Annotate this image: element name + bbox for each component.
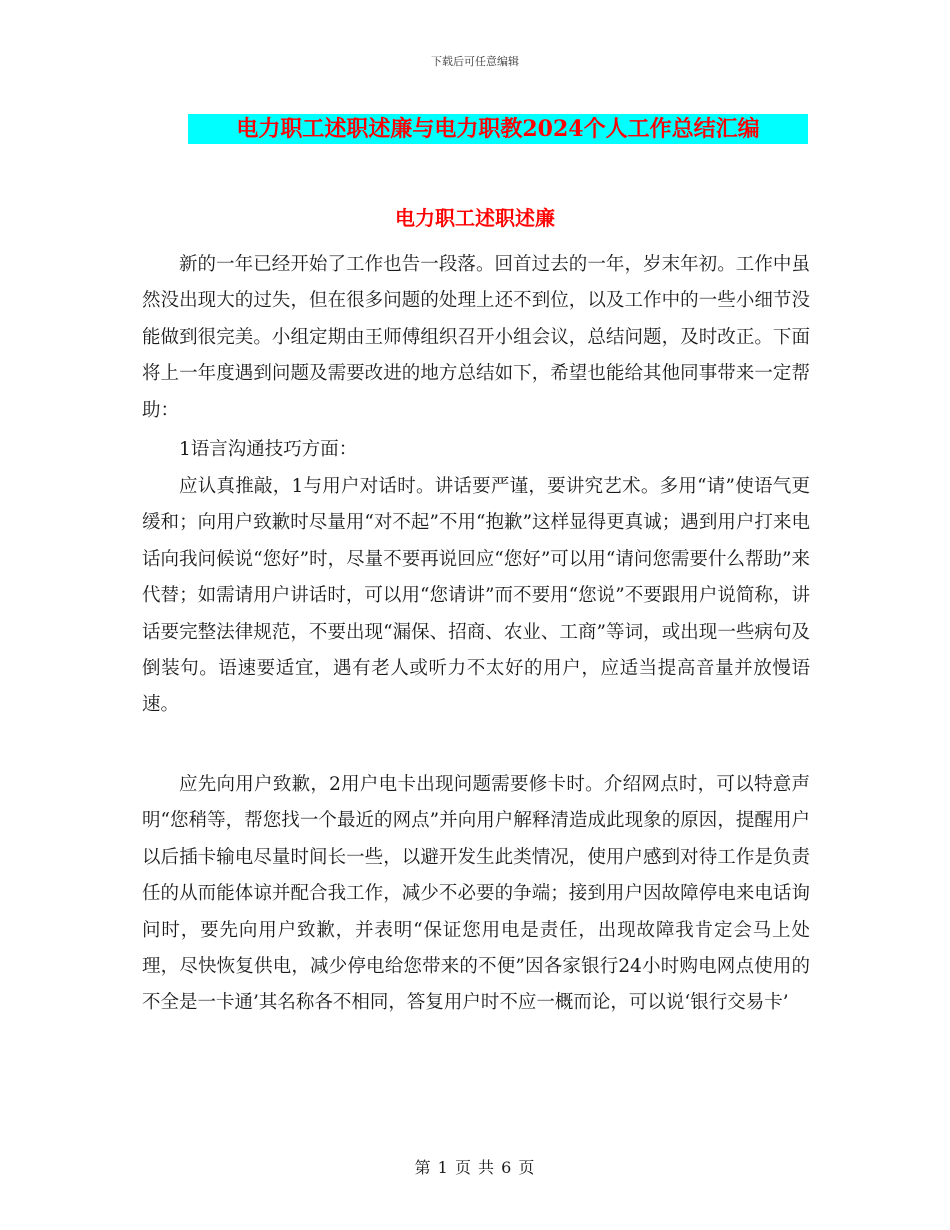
header-note: 下载后可任意编辑 (431, 55, 519, 68)
body-paragraph-2-block (142, 432, 810, 468)
body-paragraph: 1语言沟通技巧方面： (179, 439, 358, 460)
body-paragraph-1-block (142, 247, 810, 429)
body-paragraph: 新的一年已经开始了工作也告一段落。回首过去的一年，岁末年初。工作中虽然没出现大的过失，但在很多问题的处理上还不到位，以及工作中的一些小细节没能做到很完美。小组定期由王师傅组织召开小组会议，总结问题，及时改正。下面将上一年度遇到问题及需要改进的地方总结如下，希望也能给其他同事带来一定帮助： (142, 254, 810, 421)
body-paragraph: 应认真推敲，1与用户对话时。讲话要严谨，要讲究艺术。多用“请”使语气更缓和；向用户致歉时尽量用“对不起”不用“抱歉”这样显得更真诚；遇到用户打来电话向我问候说“您好”时，尽量不要再说回应“您好”可以用“请问您需要什么帮助”来代替；如需请用户讲话时，可以用“您请讲”而不要用“您说”不要跟用户说简称，讲话要完整法律规范，不要出现“漏保、招商、农业、工商”等词，或出现一些病句及倒装句。语速要适宜，遇有老人或听力不太好的用户，应适当提高音量并放慢语速。 (142, 476, 810, 716)
body-paragraph-3-block (142, 469, 810, 724)
page-number-footer: 第 1 页 共 6 页 (414, 1158, 536, 1177)
body-paragraph-4-block (142, 767, 810, 1022)
document-title: 电力职工述职述廉与电力职教2024个人工作总结汇编 (188, 114, 808, 144)
section-title: 电力职工述职述廉 (395, 206, 555, 230)
body-paragraph: 应先向用户致歉，2用户电卡出现问题需要修卡时。介绍网点时，可以特意声明“您稍等，帮您找一个最近的网点”并向用户解释清造成此现象的原因，提醒用户以后插卡输电尽量时间长一些，以避开发生此类情况，使用户感到对待工作是负责任的从而能体谅并配合我工作，减少不必要的争端；接到用户因故障停电来电话询问时，要先向用户致歉，并表明“保证您用电是责任，出现故障我肯定会马上处理，尽快恢复供电，减少停电给您带来的不便”因各家银行24小时购电网点使用的不全是一卡通’其名称各不相同，答复用户时不应一概而论，可以说‘银行交易卡’ (142, 774, 810, 1014)
